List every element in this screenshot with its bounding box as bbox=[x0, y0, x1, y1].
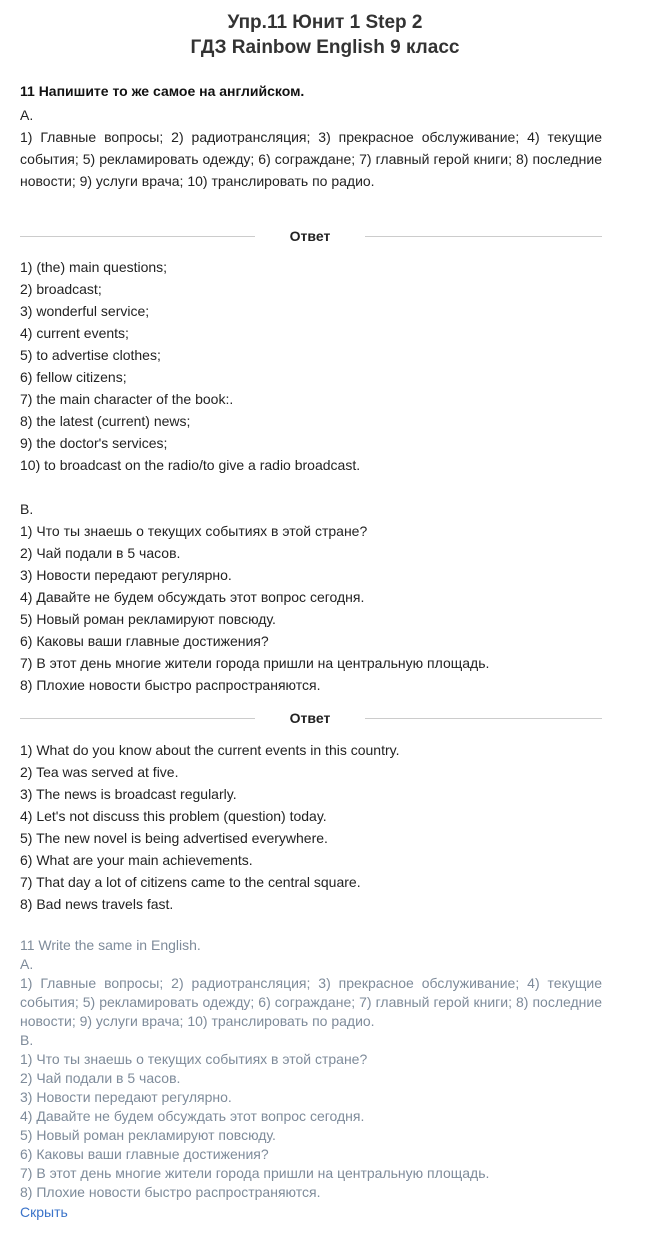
part-b-item: 2) Чай подали в 5 часов. bbox=[20, 545, 181, 561]
translation-heading: 11 Write the same in English. bbox=[20, 937, 201, 953]
answer-a-item: 3) wonderful service; bbox=[20, 303, 150, 319]
answer-b-item: 7) That day a lot of citizens came to the central square. bbox=[20, 874, 361, 890]
answer-b-item: 1) What do you know about the current events in this country. bbox=[20, 742, 400, 758]
translation-b-item: 8) Плохие новости быстро распространяются. bbox=[20, 1184, 321, 1200]
part-a-text: 1) Главные вопросы; 2) радиотрансляция; 3) прекрасное обслуживание; 4) текущие события; 5) рекламировать одежду; 6) сограждане; 7) главный герой книги; 8) последние новости; 9) услуги врача; 10) транслировать по радио. bbox=[20, 129, 602, 189]
divider-left bbox=[20, 236, 255, 237]
answer-b-item: 4) Let's not discuss this problem (question) today. bbox=[20, 808, 327, 824]
answer-a-item: 1) (the) main questions; bbox=[20, 259, 168, 275]
answer-b-item: 8) Bad news travels fast. bbox=[20, 896, 174, 912]
hide-translation-link[interactable]: Скрыть bbox=[20, 1204, 68, 1220]
divider-left bbox=[20, 718, 255, 719]
translation-b-item: 3) Новости передают регулярно. bbox=[20, 1089, 232, 1105]
answer-a-item: 5) to advertise clothes; bbox=[20, 347, 161, 363]
translation-b-item: 6) Каковы ваши главные достижения? bbox=[20, 1146, 269, 1162]
answer-b-item: 2) Tea was served at five. bbox=[20, 764, 179, 780]
page-title: Упр.11 Юнит 1 Step 2 bbox=[227, 12, 423, 33]
translation-b-label: B. bbox=[20, 1032, 34, 1048]
divider-right bbox=[365, 236, 602, 237]
answer-a-item: 7) the main character of the book:. bbox=[20, 391, 234, 407]
part-b-item: 4) Давайте не будем обсуждать этот вопрос сегодня. bbox=[20, 589, 365, 605]
divider-right bbox=[365, 718, 602, 719]
translation-a-label: A. bbox=[20, 956, 34, 972]
translation-a-text: 1) Главные вопросы; 2) радиотрансляция; 3) прекрасное обслуживание; 4) текущие события; 5) рекламировать одежду; 6) сограждане; 7) главный герой книги; 8) последние новости; 9) услуги врача; 10) транслировать по радио. bbox=[20, 975, 602, 1029]
part-b-item: 5) Новый роман рекламируют повсюду. bbox=[20, 611, 276, 627]
answer-b-item: 5) The new novel is being advertised everywhere. bbox=[20, 830, 328, 846]
answer-a-item: 2) broadcast; bbox=[20, 281, 102, 297]
answer-a-item: 10) to broadcast on the radio/to give a radio broadcast. bbox=[20, 457, 361, 473]
part-b-item: 6) Каковы ваши главные достижения? bbox=[20, 633, 269, 649]
part-a-label: A. bbox=[20, 107, 34, 123]
part-b-item: 1) Что ты знаешь о текущих событиях в этой стране? bbox=[20, 523, 368, 539]
translation-b-item: 2) Чай подали в 5 часов. bbox=[20, 1070, 181, 1086]
part-b-item: 3) Новости передают регулярно. bbox=[20, 567, 232, 583]
answer-b-item: 3) The news is broadcast regularly. bbox=[20, 786, 237, 802]
answer-a-item: 8) the latest (current) news; bbox=[20, 413, 191, 429]
answer-a-item: 9) the doctor's services; bbox=[20, 435, 168, 451]
task-heading: 11 Напишите то же самое на английском. bbox=[20, 83, 305, 99]
part-b-item: 7) В этот день многие жители города пришли на центральную площадь. bbox=[20, 655, 490, 671]
translation-b-item: 7) В этот день многие жители города пришли на центральную площадь. bbox=[20, 1165, 490, 1181]
answer-label-a: Ответ bbox=[289, 228, 331, 244]
answer-b-item: 6) What are your main achievements. bbox=[20, 852, 253, 868]
translation-b-item: 4) Давайте не будем обсуждать этот вопрос сегодня. bbox=[20, 1108, 365, 1124]
answer-a-item: 4) current events; bbox=[20, 325, 129, 341]
answer-a-item: 6) fellow citizens; bbox=[20, 369, 127, 385]
answer-label-b: Ответ bbox=[289, 710, 331, 726]
page-subtitle: ГДЗ Rainbow English 9 класс bbox=[190, 37, 460, 58]
part-b-label: B. bbox=[20, 501, 34, 517]
translation-b-item: 5) Новый роман рекламируют повсюду. bbox=[20, 1127, 276, 1143]
part-b-item: 8) Плохие новости быстро распространяются. bbox=[20, 677, 321, 693]
translation-b-item: 1) Что ты знаешь о текущих событиях в этой стране? bbox=[20, 1051, 368, 1067]
